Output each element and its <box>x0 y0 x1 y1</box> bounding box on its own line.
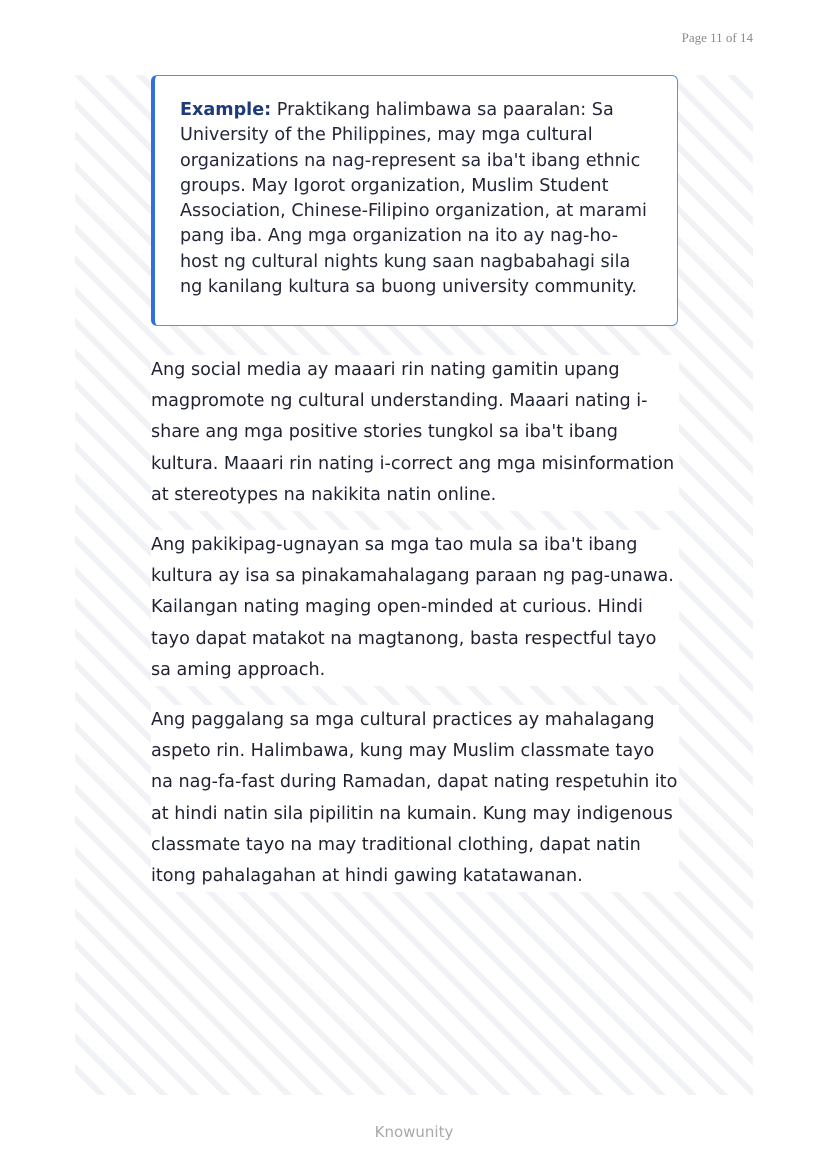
footer-brand: Knowunity <box>374 1123 454 1141</box>
page-content <box>151 75 679 892</box>
paragraph-paggalang: Ang paggalang sa mga cultural practices ay mahalagang aspeto rin. Halimbawa, kung may Muslim classmate tayo na nag-fa-fast during Ramadan, dapat nating respetuhin ito at hindi natin sila pipilitin na kumain. Kung may indigenous classmate tayo na may traditional clothing, dapat natin itong pahalagahan at hindi gawing katatawanan. <box>151 705 679 892</box>
paragraph-pakikipag-ugnayan: Ang pakikipag-ugnayan sa mga tao mula sa iba't ibang kultura ay isa sa pinakamahalagang paraan ng pag-unawa. Kailangan nating maging open-minded at curious. Hindi tayo dapat matakot na magtanong, basta respectful tayo sa aming approach. <box>151 530 679 686</box>
example-text: Praktikang halimbawa sa paaralan: Sa University of the Philippines, may mga cultural organizations na nag-represent sa iba't ibang ethnic groups. May Igorot organization, Muslim Student Association, Chinese-Filipino organization, at marami pang iba. Ang mga organization na ito ay nag-ho-host ng cultural nights kung saan nagbabahagi sila ng kanilang kultura sa buong university community. <box>180 100 647 298</box>
example-label: Example: <box>180 100 272 120</box>
page-number: Page 11 of 14 <box>681 30 753 45</box>
paragraph-social-media: Ang social media ay maaari rin nating gamitin upang magpromote ng cultural understanding. Maaari nating i-share ang mga positive stories tungkol sa iba't ibang kultura. Maaari rin nating i-correct ang mga misinformation at stereotypes na nakikita natin online. <box>151 355 679 511</box>
example-callout <box>151 75 678 326</box>
